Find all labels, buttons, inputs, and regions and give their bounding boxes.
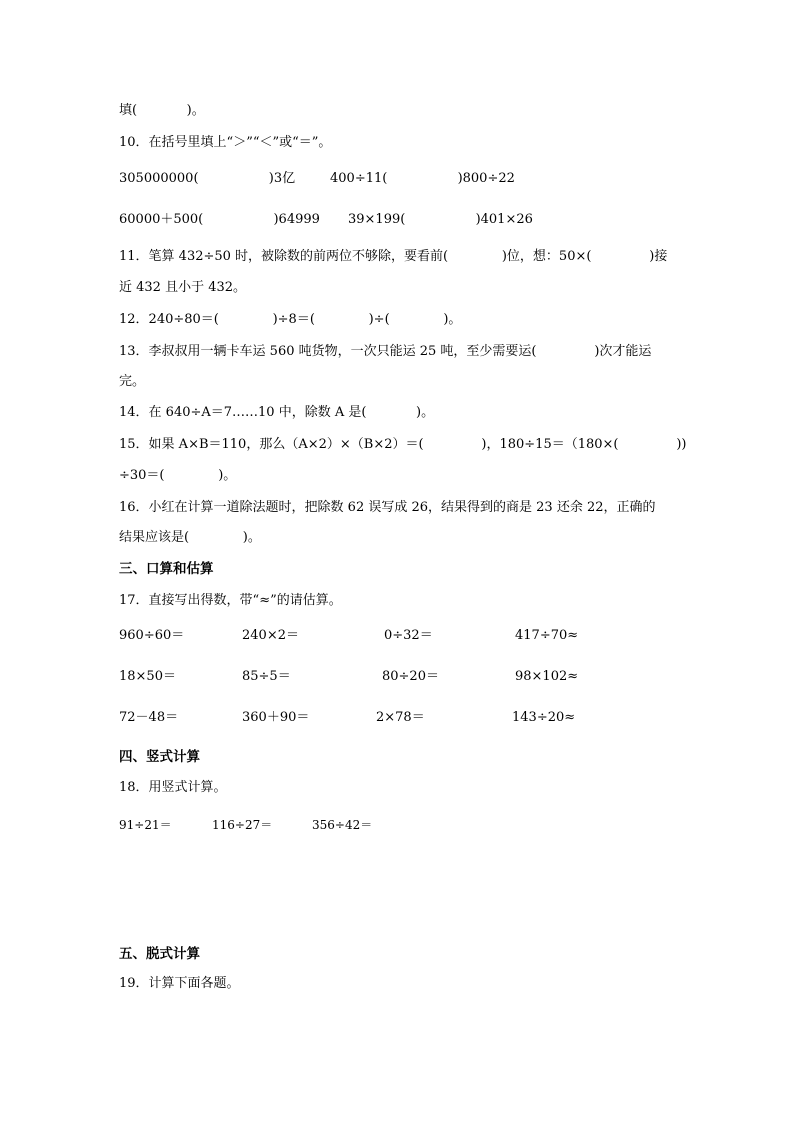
question-18: 18．用竖式计算。 [119, 780, 227, 795]
vertical-item: 91÷21＝ [119, 818, 172, 832]
oral-item: 72－48＝ [119, 710, 179, 725]
section-heading: 五、脱式计算 [119, 946, 200, 962]
question-11-cont: 近 432 且小于 432。 [119, 280, 247, 295]
section-heading: 四、竖式计算 [119, 749, 200, 765]
question-14: 14．在 640÷A＝7……10 中，除数 A 是( )。 [119, 405, 435, 420]
oral-item: 18×50＝ [119, 669, 176, 684]
question-9-tail: 填( )。 [119, 103, 205, 118]
vertical-item: 116÷27＝ [212, 818, 273, 832]
oral-item: 80÷20＝ [382, 669, 439, 684]
compare-item: 305000000( )3亿 [119, 171, 296, 186]
oral-item: 2×78＝ [376, 710, 425, 725]
compare-item: 400÷11( )800÷22 [330, 171, 515, 186]
question-12: 12．240÷80＝( )÷8＝( )÷( )。 [119, 312, 462, 327]
section-heading: 三、口算和估算 [119, 561, 214, 577]
question-16-cont: 结果应该是( )。 [119, 530, 261, 545]
oral-item: 85÷5＝ [242, 669, 291, 684]
oral-item: 240×2＝ [242, 628, 299, 643]
question-15-cont: ÷30＝( )。 [119, 468, 237, 483]
oral-item: 417÷70≈ [515, 628, 579, 643]
compare-item: 39×199( )401×26 [348, 212, 533, 227]
oral-item: 960÷60＝ [119, 628, 185, 643]
question-19: 19．计算下面各题。 [119, 976, 240, 991]
compare-item: 60000＋500( )64999 [119, 212, 320, 227]
question-10: 10．在括号里填上“＞”“＜”或“＝”。 [119, 135, 332, 150]
oral-item: 98×102≈ [515, 669, 579, 684]
question-16: 16．小红在计算一道除法题时，把除数 62 误写成 26，结果得到的商是 23 还余 22，正确的 [119, 500, 656, 515]
vertical-item: 356÷42＝ [312, 818, 373, 832]
oral-item: 143÷20≈ [512, 710, 576, 725]
question-13: 13．李叔叔用一辆卡车运 560 吨货物，一次只能运 25 吨，至少需要运( )次才能运 [119, 344, 652, 359]
question-11: 11．笔算 432÷50 时，被除数的前两位不够除，要看前( )位，想：50×( )接 [119, 249, 668, 264]
oral-item: 0÷32＝ [384, 628, 433, 643]
question-15: 15．如果 A×B＝110，那么（A×2）×（B×2）＝( )，180÷15＝（180×( )) [119, 437, 687, 452]
question-17: 17．直接写出得数，带“≈”的请估算。 [119, 593, 342, 608]
oral-item: 360＋90＝ [242, 710, 310, 725]
question-13-cont: 完。 [119, 374, 146, 389]
